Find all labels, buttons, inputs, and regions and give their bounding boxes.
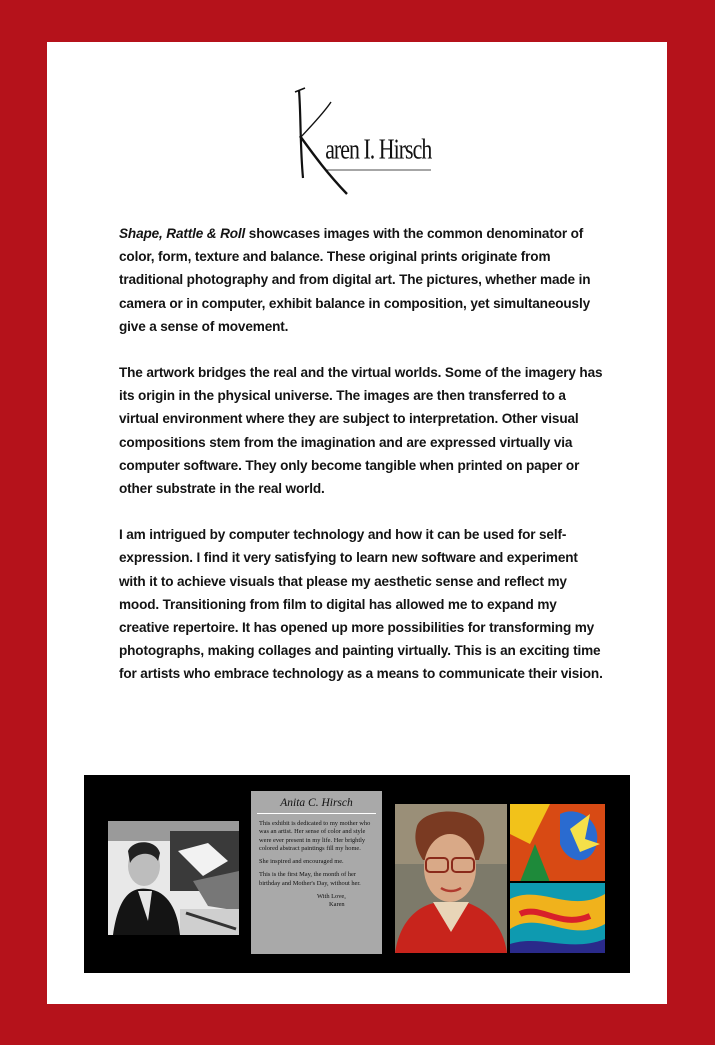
- painted-portrait-image: [395, 804, 507, 953]
- dedication-closing: With Love,: [317, 893, 346, 901]
- dedication-divider: [257, 813, 376, 814]
- memorial-panel: [84, 775, 630, 973]
- dedication-card: [251, 791, 382, 954]
- statement-paragraph-1-text: showcases images with the common denominator of color, form, texture and balance. These original prints originate from traditional photography and from digital art. The pictures, whether made in camera or in computer, exhibit balance in composition, yet simultaneously give a sense of movement.: [119, 226, 591, 334]
- svg-text:aren I. Hirsch: aren I. Hirsch: [325, 132, 432, 166]
- dedication-text: [251, 820, 382, 888]
- exhibit-title: Shape, Rattle & Roll: [119, 226, 246, 241]
- abstract-painting-images: [510, 804, 605, 953]
- signature-graphic: [291, 86, 441, 198]
- statement-paragraph-2: The artwork bridges the real and the virtual worlds. Some of the imagery has its origin in the physical universe. The images are then transferred to a virtual environment where they are subject to interpretation. Other visual compositions stem from the imagination and are expressed virtually via computer software. They only become tangible when printed on paper or other substrate in the real world.: [119, 365, 603, 497]
- bw-photo-of-artist-mother: [108, 821, 239, 935]
- artist-signature-logo: [291, 86, 441, 198]
- dedication-paragraph-3: This is the first May, the month of her birthday and Mother's Day, without her.: [259, 871, 361, 887]
- dedication-paragraph-1: This exhibit is dedicated to my mother who was an artist. Her sense of color and style were ever present in my life. Her brightly colored abstract paintings fill my home.: [259, 820, 371, 852]
- dedication-name: Anita C. Hirsch: [280, 797, 353, 809]
- statement-paragraph-1: [119, 222, 605, 338]
- dedication-paragraph-2: She inspired and encouraged me.: [259, 858, 344, 866]
- exhibit-page: [47, 42, 667, 1004]
- statement-paragraph-3: I am intrigued by computer technology and how it can be used for self-expression. I find it very satisfying to learn new software and experiment with it to achieve visuals that please my aesthetic sense and reflect my mood. Transitioning from film to digital has allowed me to expand my creative repertoire. It has opened up more possibilities for transforming my photographs, making collages and painting virtually. This is an exciting time for artists who embrace technology as a means to communicate their vision.: [119, 527, 603, 682]
- artist-statement: [119, 222, 605, 709]
- dedication-signoff: Karen: [329, 901, 345, 909]
